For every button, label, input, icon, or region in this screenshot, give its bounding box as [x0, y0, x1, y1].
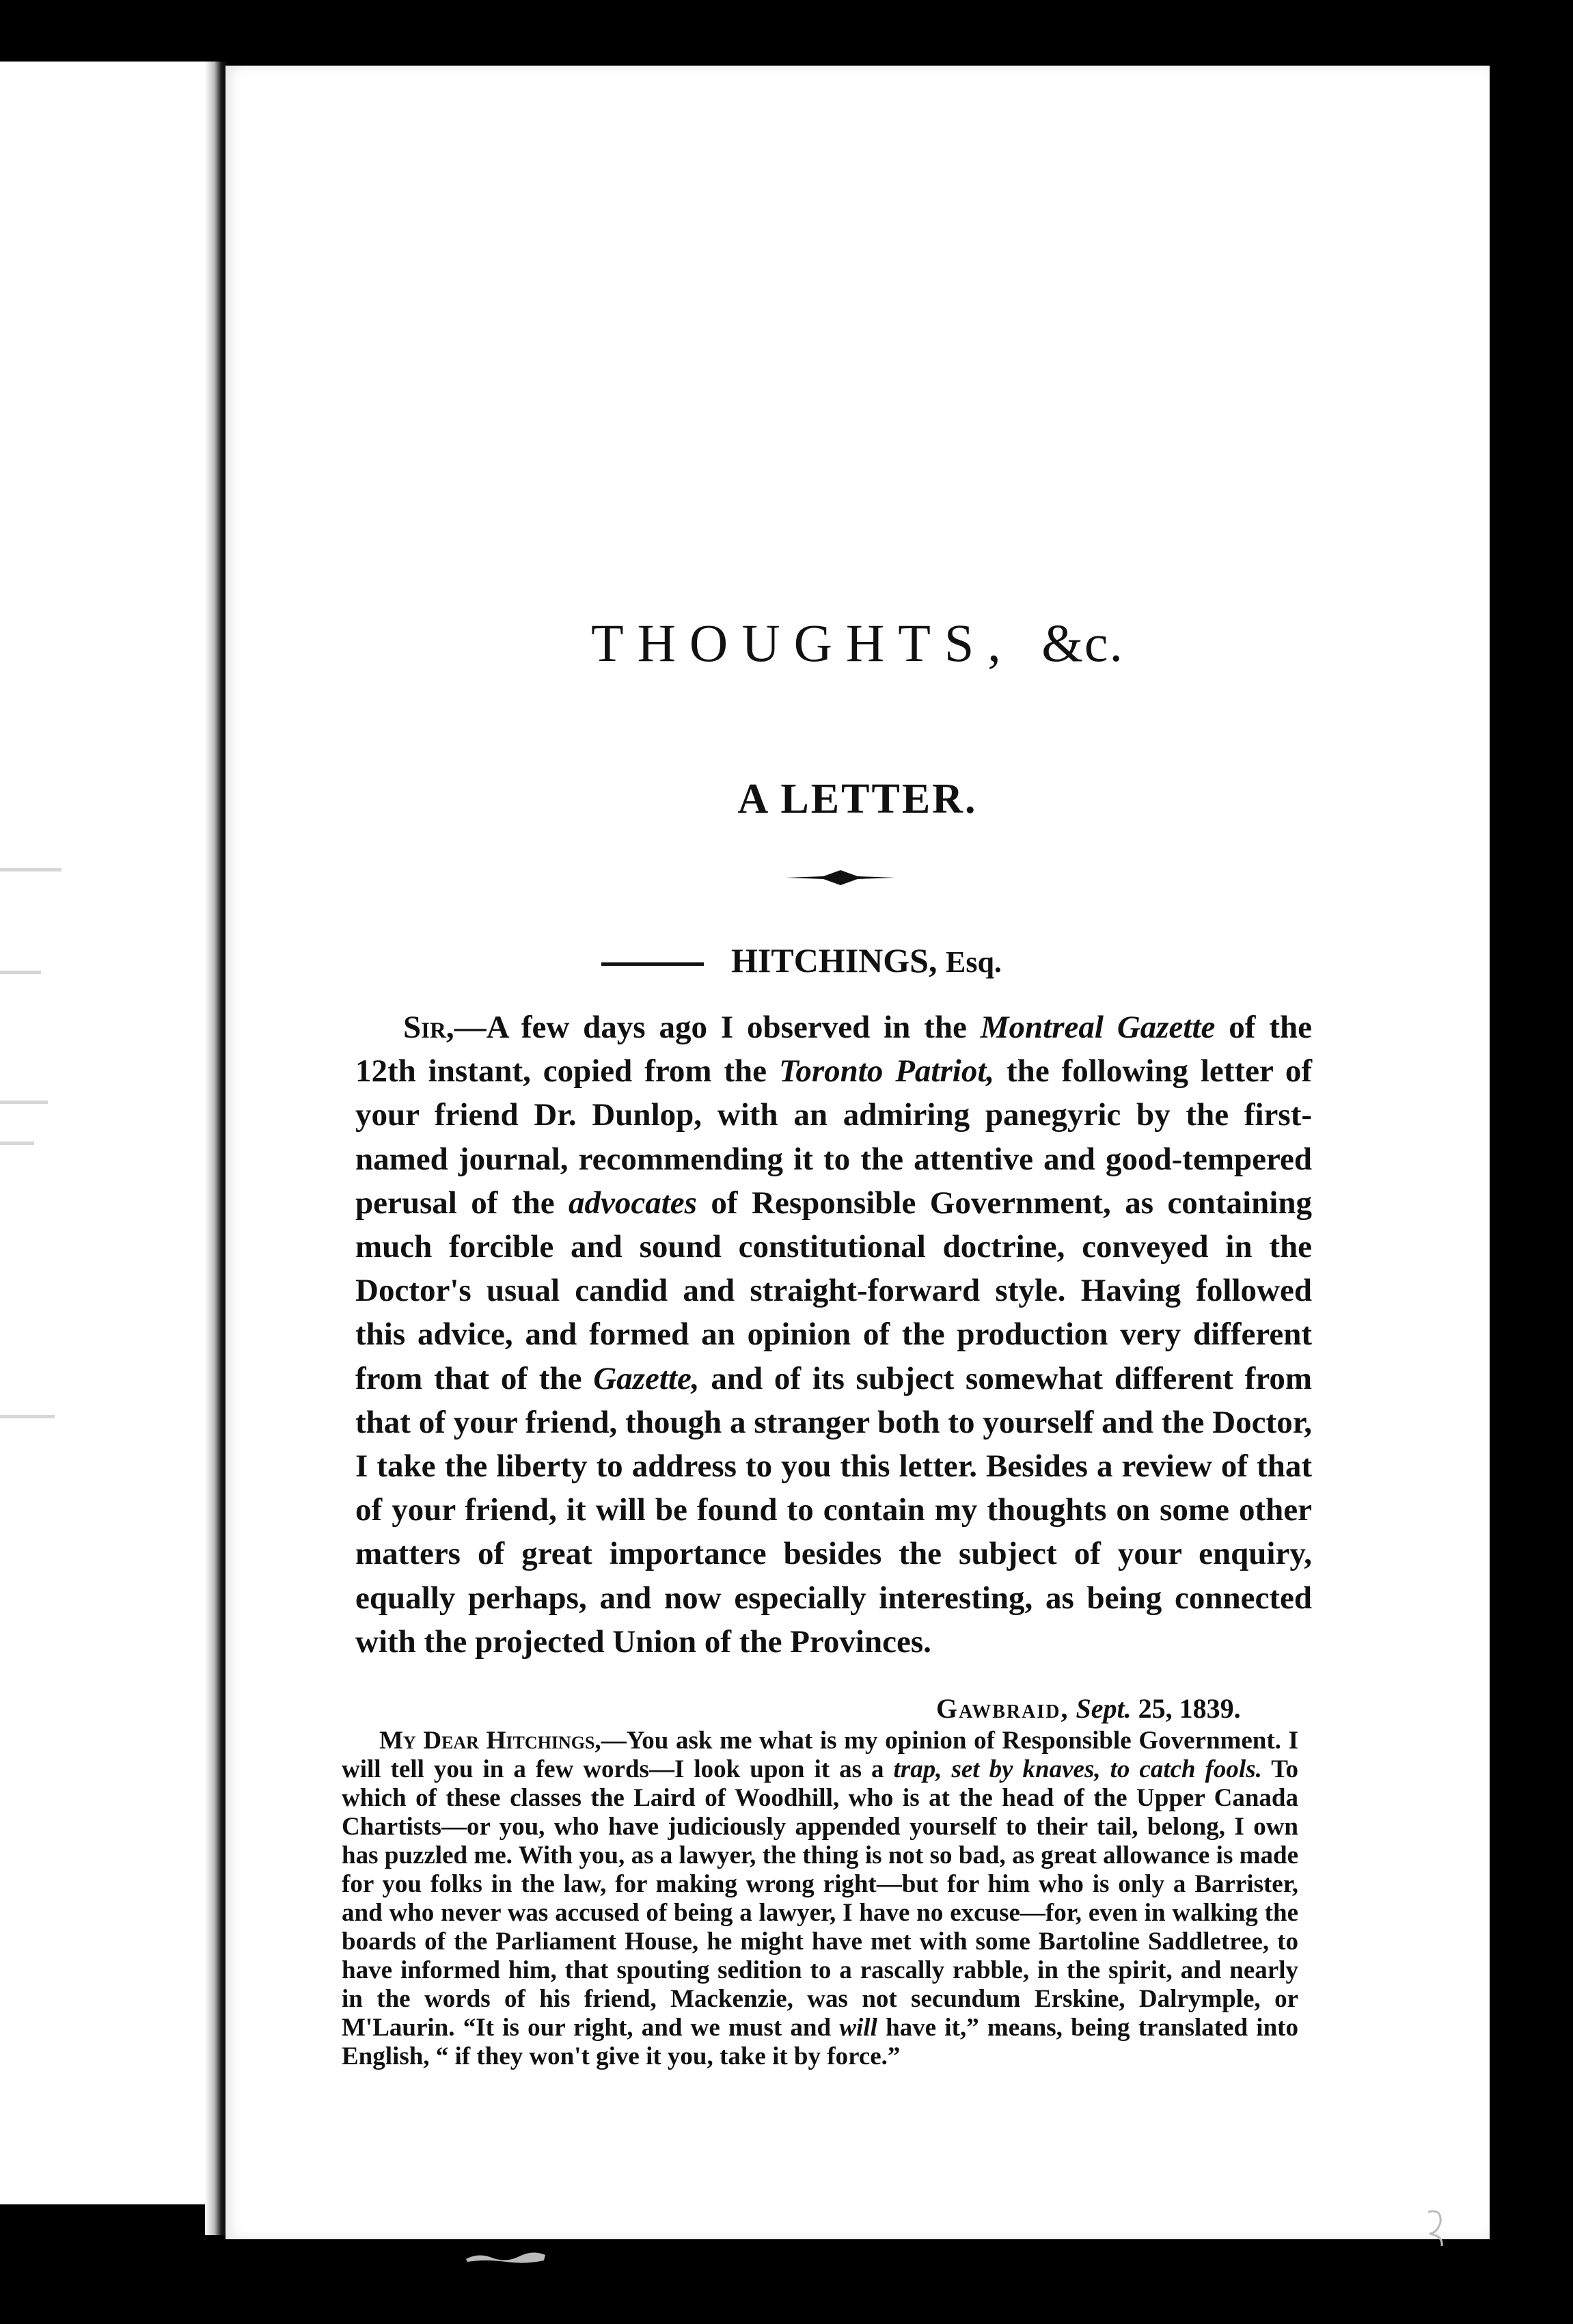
addressee-title: Esq.: [945, 945, 1002, 979]
letter-text: To which of these classes the Laird of Woodhill, who is at the head of the Upper Canada Chartists—or you, who have judiciously appended yourself to their tail, belong, I own has puzzled me. With you, as a lawyer, the thing is not so bad, as great allowance is made for you folks in the law, for making wrong right—but for him who is only a Barrister, and who never was accused of being a lawyer, I have no excuse—for, even in walking the boards of the Parliament House, he might have met with some Bartoline Saddletree, to have informed him, that spouting sedition to a rascally rabble, in the spirit, and nearly in the words of his friend, Mackenzie, was not secundum Erskine, Dalrymple, or M'Laurin. “It is our right, and we must and: [342, 1755, 1299, 2042]
intro-text: of the 12th instant, copied from the: [355, 1010, 1312, 1090]
name-blank-dash: [601, 962, 704, 966]
title-main: THOUGHTS,: [590, 613, 1015, 673]
page-title: [225, 612, 1490, 674]
intro-italic: Montreal Gazette: [980, 1010, 1216, 1045]
letter-text: —You ask me what is my opinion of Responsible Government. I will tell you in a few words—I look upon it as a: [342, 1727, 1298, 1783]
intro-text: —A few days ago I observed in the: [454, 1010, 981, 1045]
letter-italic: trap, set by knaves, to catch fools.: [893, 1755, 1262, 1783]
intro-italic: Gazette,: [593, 1360, 700, 1396]
facing-page-strip: [0, 62, 217, 2204]
bleed-through-mark: [0, 868, 61, 871]
dateline-month: Sept.: [1076, 1693, 1132, 1724]
title-suffix: &c.: [1041, 613, 1125, 673]
margin-mark-icon: [1421, 2205, 1452, 2253]
intro-text: of Responsible Government, as containing much forcible and sound constitutional doctrine, conveyed in the Doctor's usual candid and straight-forward style. Having followed this advice, and formed an opinion of the production very different from that of the: [355, 1185, 1312, 1396]
intro-italic: Toronto Patriot,: [778, 1053, 995, 1090]
intro-paragraph: [355, 1005, 1312, 1664]
intro-salutation: Sir,: [403, 1010, 454, 1045]
dateline-place: Gawbraid,: [936, 1693, 1069, 1724]
addressee-heading: [601, 941, 1002, 980]
ornament-divider-icon: [786, 869, 895, 887]
letter-text: have it,” means, being translated into English, “ if they won't give it you, take it by force.”: [342, 2014, 1298, 2070]
document-page: [225, 66, 1490, 2239]
quoted-letter: [342, 1727, 1298, 2071]
ink-smudge-icon: [465, 2251, 547, 2266]
bleed-through-mark: [0, 1415, 55, 1418]
bleed-through-mark: [0, 1100, 48, 1104]
page-subtitle: A LETTER.: [737, 776, 978, 822]
intro-text: and of its subject somewhat different from that of your friend, though a stranger both to yourself and the Doctor, I take the liberty to address to you this letter. Besides a review of that of your friend, it will be found to contain my thoughts on some other matters of great importance besides the subject of your enquiry, equally perhaps, and now especially interesting, as being connected with the projected Union of the Provinces.: [355, 1360, 1312, 1660]
letter-salutation: My Dear Hitchings,: [379, 1727, 601, 1755]
intro-italic: advocates: [569, 1185, 697, 1221]
letter-dateline: [936, 1692, 1241, 1725]
bleed-through-mark: [0, 971, 41, 974]
book-gutter: [205, 62, 228, 2235]
dateline-rest: 25, 1839.: [1131, 1693, 1241, 1724]
letter-italic: will: [839, 2014, 877, 2042]
addressee-name: HITCHINGS,: [731, 941, 938, 979]
intro-text: the following letter of your friend Dr. Dunlop, with an admiring panegyric by the first-named journal, recommending it to the attentive and good-tempered perusal of the: [355, 1053, 1312, 1221]
bleed-through-mark: [0, 1141, 34, 1145]
